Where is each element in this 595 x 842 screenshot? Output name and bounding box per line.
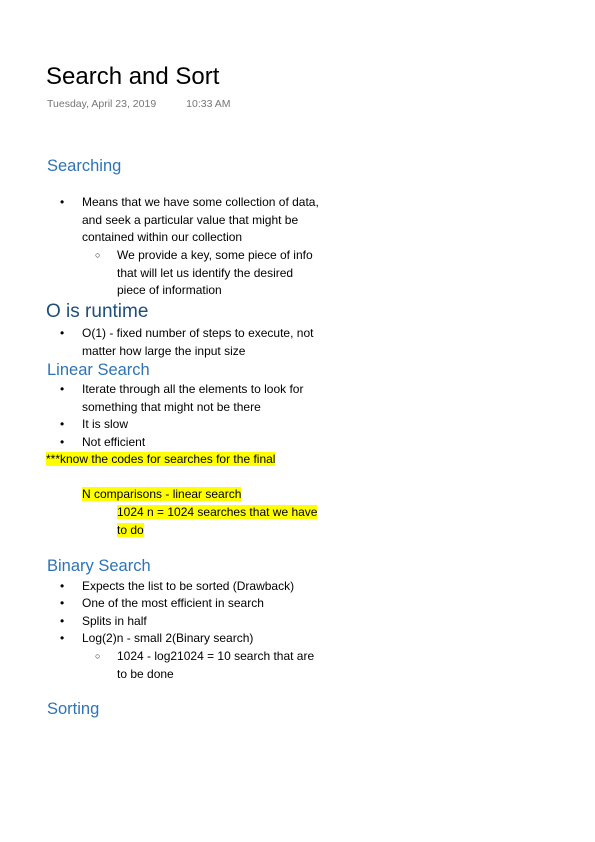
line: • Not efficient [82,435,146,449]
line: • Splits in half [82,614,147,628]
highlighted-note [82,486,241,504]
line: • O(1) - fixed number of steps to execute, not [82,326,314,340]
list-item [82,613,147,631]
list-item [82,194,319,247]
line: contained within our collection [82,230,243,244]
list-item [82,630,253,648]
line: • Expects the list to be sorted (Drawback) [82,579,295,593]
page-date: Tuesday, April 23, 2019 [47,98,157,110]
list-item [82,325,313,360]
page-time: 10:33 AM [186,98,231,110]
list-item [82,381,303,416]
line: • Iterate through all the elements to look for [82,382,304,396]
line: to be done [117,666,174,681]
list-item [117,648,314,683]
line: and seek a particular value that might be [82,212,299,227]
heading-binary-search: Binary Search [47,557,151,575]
line: something that might not be there [82,399,261,414]
heading-linear-search: Linear Search [47,361,150,379]
line: matter how large the input size [82,343,246,358]
line: piece of information [117,283,222,297]
line: ○ We provide a key, some piece of info [117,248,313,262]
list-item [82,578,294,596]
line: • One of the most efficient in search [82,596,264,610]
heading-runtime: O is runtime [46,301,149,322]
page-clip [0,700,595,718]
line: • It is slow [82,417,129,431]
line: ***know the codes for searches for the final [46,452,276,466]
line: • Means that we have some collection of data, [82,195,319,209]
list-item [82,416,128,434]
page-title: Search and Sort [46,63,220,90]
heading-sorting: Sorting [47,700,100,718]
line: ○ 1024 - log21024 = 10 search that are [117,649,315,663]
highlighted-note [117,504,317,539]
list-item [82,434,145,452]
line: N comparisons - linear search [82,487,242,501]
list-item [82,595,264,613]
highlighted-note [46,451,275,469]
page-timestamp [47,98,231,110]
list-item [117,247,313,300]
line: that will let us identify the desired [117,265,294,280]
line: 1024 n = 1024 searches that we have [117,505,318,519]
line: to do [117,522,144,537]
heading-searching: Searching [47,157,122,175]
line: • Log(2)n - small 2(Binary search) [82,631,254,645]
